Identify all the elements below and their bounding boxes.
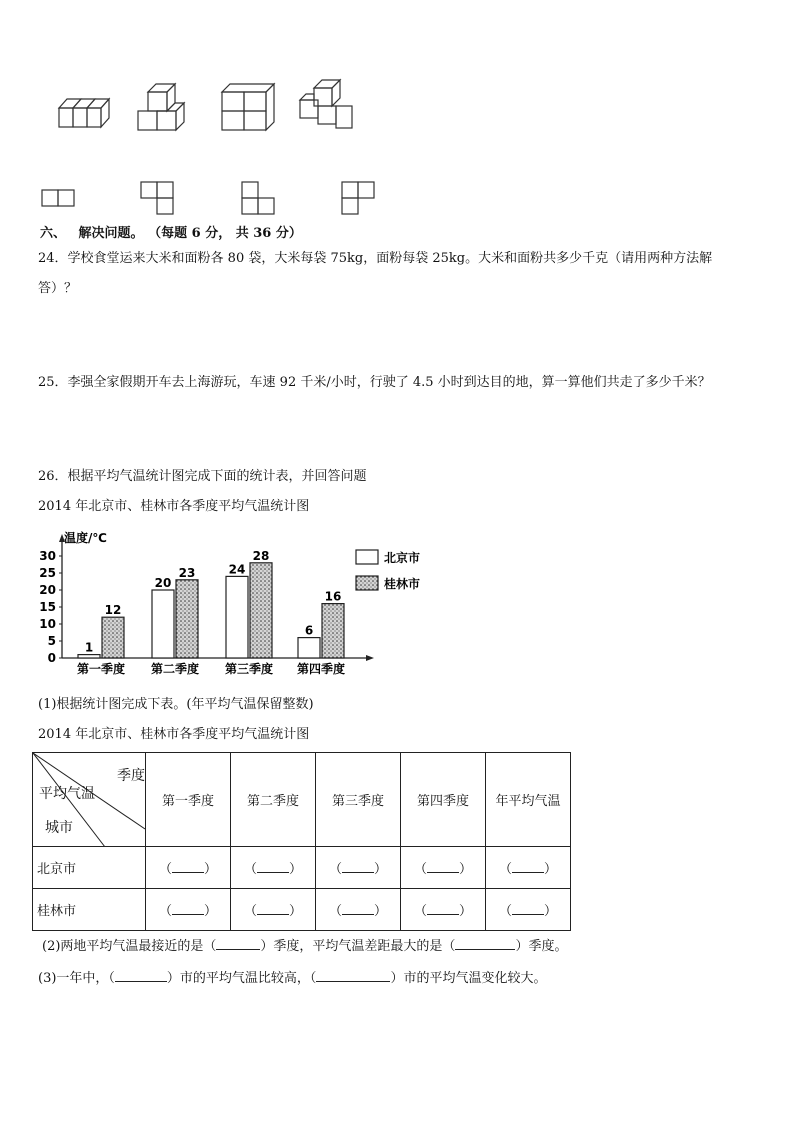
data-label: 1 bbox=[84, 640, 94, 655]
question-26: 26．根据平均气温统计图完成下面的统计表，并回答问题 bbox=[38, 469, 367, 484]
bar bbox=[176, 580, 198, 658]
table-row bbox=[33, 847, 571, 889]
corner-label-season: 季度 bbox=[117, 768, 145, 784]
data-label: 12 bbox=[104, 603, 122, 618]
section-score-note: （每题 6 分， 共 36 分） bbox=[148, 226, 302, 241]
data-label: 24 bbox=[228, 562, 246, 577]
y-tick-label: 5 bbox=[47, 634, 56, 648]
question-25: 25．李强全家假期开车去上海游玩，车速 92 千米/小时，行驶了 4.5 小时到达目的地，算一算他们共走了多少千米？ bbox=[38, 375, 711, 390]
section-header bbox=[40, 222, 302, 241]
answer-blank[interactable] bbox=[216, 936, 260, 950]
bar bbox=[298, 638, 320, 658]
cube-figures bbox=[0, 0, 794, 140]
y-tick-label: 0 bbox=[47, 651, 56, 665]
cube-figure-4 bbox=[300, 80, 352, 128]
y-tick-label: 25 bbox=[39, 566, 56, 580]
part3-text-b: ）市的平均气温比较高，（ bbox=[166, 971, 317, 986]
answer-cell[interactable]: （ ） bbox=[316, 889, 401, 931]
temperature-bar-chart bbox=[0, 520, 470, 680]
cube-figure-1 bbox=[59, 99, 109, 127]
y-tick-label: 10 bbox=[39, 617, 56, 631]
answer-cell[interactable]: （ ） bbox=[316, 847, 401, 889]
part2-text-b: ）季度，平均气温差距最大的是（ bbox=[260, 939, 456, 954]
table-row bbox=[33, 889, 571, 931]
corner-label-temp: 平均气温 bbox=[39, 786, 95, 802]
question-26-part1: (1)根据统计图完成下表。(年平均气温保留整数) bbox=[38, 697, 314, 712]
x-tick-label: 第一季度 bbox=[76, 662, 126, 676]
header-q1: 第一季度 bbox=[146, 753, 231, 847]
legend-swatch bbox=[356, 550, 378, 564]
header-q2: 第二季度 bbox=[231, 753, 316, 847]
bar bbox=[152, 590, 174, 658]
header-annual: 年平均气温 bbox=[486, 753, 571, 847]
y-tick-label: 20 bbox=[39, 583, 56, 597]
answer-cell[interactable]: （ ） bbox=[401, 847, 486, 889]
part2-text-a: (2)两地平均气温最接近的是（ bbox=[42, 939, 217, 954]
question-26-part2 bbox=[42, 934, 567, 960]
y-axis-label: 温度/℃ bbox=[64, 531, 107, 545]
part2-text-c: ）季度。 bbox=[515, 939, 568, 954]
answer-cell[interactable]: （ ） bbox=[486, 889, 571, 931]
bar bbox=[102, 617, 124, 658]
plan-view-shapes bbox=[0, 175, 794, 220]
corner-cell bbox=[33, 753, 146, 847]
plan-view-d bbox=[342, 182, 374, 214]
data-label: 20 bbox=[154, 576, 172, 590]
y-tick-label: 15 bbox=[39, 600, 56, 614]
answer-cell[interactable]: （ ） bbox=[486, 847, 571, 889]
answer-cell[interactable]: （ ） bbox=[231, 847, 316, 889]
cube-figure-2 bbox=[138, 84, 184, 130]
legend-label: 桂林市 bbox=[384, 577, 421, 591]
cube-figure-3 bbox=[222, 84, 274, 130]
bar bbox=[322, 604, 344, 658]
bar bbox=[226, 576, 248, 658]
header-q4: 第四季度 bbox=[401, 753, 486, 847]
data-label: 23 bbox=[178, 565, 196, 580]
x-tick-label: 第二季度 bbox=[150, 662, 200, 676]
answer-cell[interactable]: （ ） bbox=[401, 889, 486, 931]
question-24-line1: 24．学校食堂运来大米和面粉各 80 袋，大米每袋 75kg，面粉每袋 25kg。大米和面粉共多少千克（请用两种方法解 bbox=[38, 251, 713, 266]
x-tick-label: 第三季度 bbox=[224, 662, 274, 676]
part3-text-a: (3)一年中，（ bbox=[38, 971, 115, 986]
data-label: 16 bbox=[324, 589, 342, 604]
answer-blank[interactable] bbox=[115, 968, 167, 982]
plan-view-c bbox=[242, 182, 274, 214]
part3-text-c: ）市的平均气温变化较大。 bbox=[390, 971, 547, 986]
answer-cell[interactable]: （ ） bbox=[146, 847, 231, 889]
section-number: 六、 bbox=[40, 226, 67, 241]
data-label: 6 bbox=[304, 623, 314, 638]
plan-view-a bbox=[42, 190, 74, 206]
answer-blank[interactable] bbox=[316, 968, 390, 982]
data-label: 28 bbox=[252, 548, 270, 563]
bar bbox=[250, 563, 272, 658]
plan-view-b bbox=[141, 182, 173, 214]
section-title: 解决问题。 bbox=[78, 226, 144, 241]
answer-cell[interactable]: （ ） bbox=[231, 889, 316, 931]
legend-swatch bbox=[356, 576, 378, 590]
question-24-line2: 答）？ bbox=[38, 281, 78, 296]
x-axis-arrow bbox=[366, 655, 374, 661]
question-26-part3 bbox=[38, 966, 546, 992]
bar bbox=[78, 655, 100, 658]
corner-label-city: 城市 bbox=[45, 820, 73, 836]
x-tick-label: 第四季度 bbox=[296, 662, 346, 676]
table-title: 2014 年北京市、桂林市各季度平均气温统计图 bbox=[38, 727, 310, 742]
city-beijing: 北京市 bbox=[33, 847, 146, 889]
stat-table bbox=[32, 752, 571, 931]
y-tick-label: 30 bbox=[39, 549, 56, 563]
chart-title: 2014 年北京市、桂林市各季度平均气温统计图 bbox=[38, 499, 310, 514]
answer-blank[interactable] bbox=[455, 936, 515, 950]
answer-cell[interactable]: （ ） bbox=[146, 889, 231, 931]
legend-label: 北京市 bbox=[384, 551, 421, 565]
header-q3: 第三季度 bbox=[316, 753, 401, 847]
city-guilin: 桂林市 bbox=[33, 889, 146, 931]
